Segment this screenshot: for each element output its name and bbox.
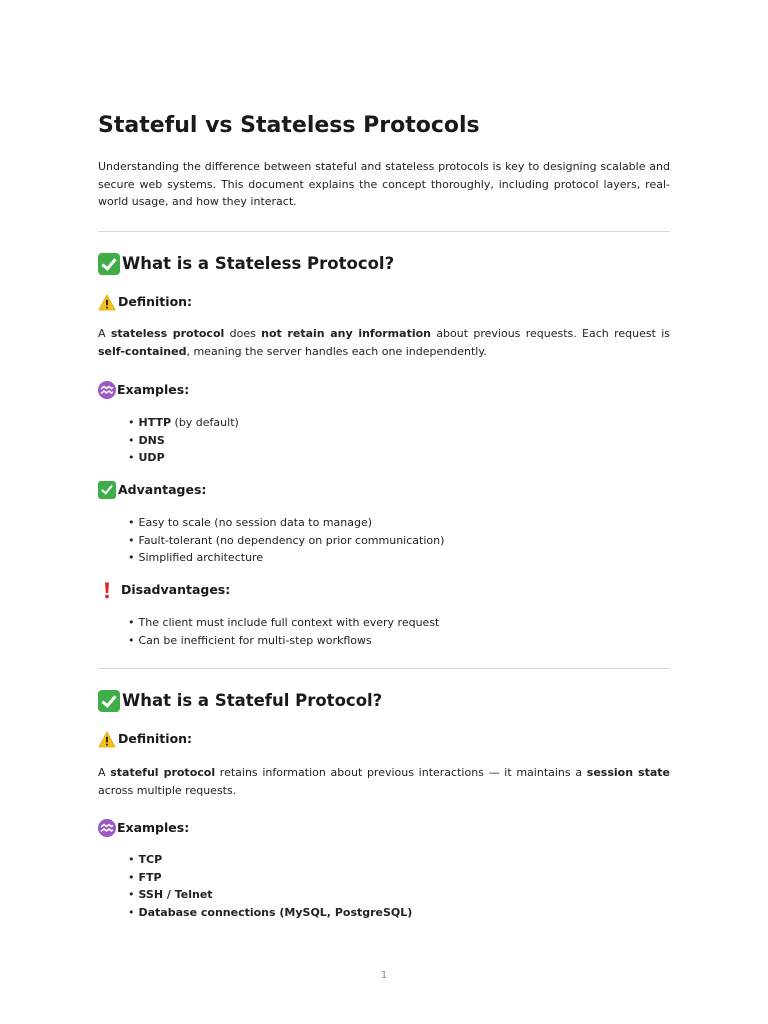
stateful-examples-list <box>128 851 412 921</box>
list-item: • Simplified architecture <box>128 549 444 567</box>
intro-paragraph: Understanding the difference between stateful and stateless protocols is key to designing scalable and secure web systems. This document explains the concept thoroughly, including protocol layers, real-world usage, and how they interact. <box>98 160 670 208</box>
list-item: • SSH / Telnet <box>128 886 412 904</box>
check-mark-icon <box>98 253 120 275</box>
stateless-heading <box>98 252 394 276</box>
check-mark-icon <box>98 690 120 712</box>
stateful-heading-text: What is a Stateful Protocol? <box>122 691 383 710</box>
stateless-definition: A stateless protocol does not retain any information about previous requests. Each request is self-contained, meaning the server handles each one independently. <box>98 327 670 358</box>
stateless-advantages-label: Advantages: <box>98 480 206 500</box>
stateful-heading <box>98 689 382 713</box>
list-item: • UDP <box>128 449 239 467</box>
page-title: Stateful vs Stateless Protocols <box>98 113 480 138</box>
list-item: • Database connections (MySQL, PostgreSQL) <box>128 904 412 922</box>
list-item: • HTTP (by default) <box>128 414 239 432</box>
section-divider <box>98 668 670 669</box>
exclamation-icon <box>103 581 111 599</box>
section-divider <box>98 231 670 232</box>
list-item: • TCP <box>128 851 412 869</box>
stateless-disadvantages-label: Disadvantages: <box>98 580 230 600</box>
stateful-definition: A stateful protocol retains information about previous interactions — it maintains a session state across multiple requests. <box>98 766 670 797</box>
stateless-advantages-list <box>128 514 444 567</box>
stateful-definition-label: Definition: <box>98 729 192 749</box>
stateful-examples-label: Examples: <box>98 818 189 838</box>
check-mark-icon <box>98 481 116 499</box>
list-item: • DNS <box>128 432 239 450</box>
page-number: 1 <box>380 970 388 981</box>
list-item: • Can be inefficient for multi-step workflows <box>128 632 439 650</box>
stateless-disadvantages-list <box>128 614 439 649</box>
warning-icon <box>98 731 116 748</box>
list-item: • Easy to scale (no session data to manage) <box>128 514 444 532</box>
warning-icon <box>98 294 116 311</box>
aquarius-icon <box>98 381 116 399</box>
stateless-definition-label: Definition: <box>98 292 192 312</box>
list-item: • Fault-tolerant (no dependency on prior communication) <box>128 532 444 550</box>
list-item: • The client must include full context with every request <box>128 614 439 632</box>
list-item: • FTP <box>128 869 412 887</box>
stateless-examples-label: Examples: <box>98 380 189 400</box>
aquarius-icon <box>98 819 116 837</box>
stateless-examples-list <box>128 414 239 467</box>
stateless-heading-text: What is a Stateless Protocol? <box>122 254 395 273</box>
